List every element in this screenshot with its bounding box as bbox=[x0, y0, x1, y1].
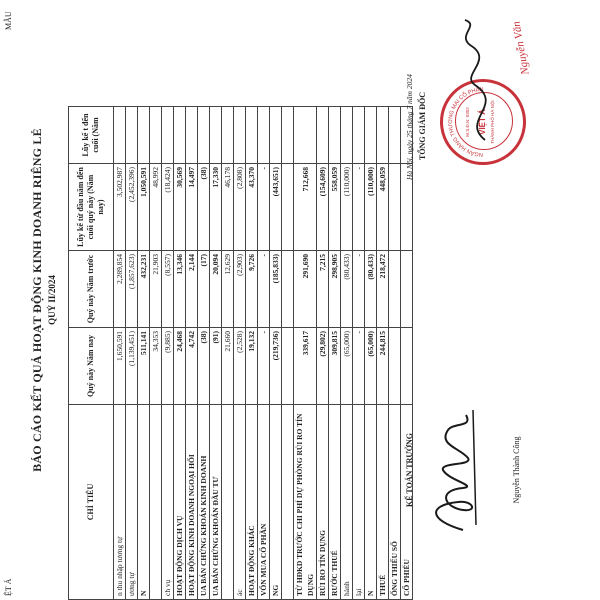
cell-q-this-year bbox=[282, 328, 294, 405]
row-label: ương tự bbox=[126, 405, 138, 600]
table-header-row bbox=[69, 107, 114, 600]
cell-ytd-last-year bbox=[246, 107, 258, 164]
row-label: UA BÁN CHỨNG KHOÁN KINH DOANH bbox=[198, 405, 210, 600]
row-label: RỦI RO TÍN DỤNG bbox=[317, 405, 329, 600]
table-row bbox=[126, 107, 138, 600]
cell-ytd-this-year: (2,808) bbox=[234, 164, 246, 251]
row-label: ỐNG THIỂU SỐ bbox=[389, 405, 401, 600]
table-row bbox=[377, 107, 389, 600]
cell-q-last-year: 9,726 bbox=[246, 251, 258, 328]
row-label: hành bbox=[341, 405, 353, 600]
cell-ytd-this-year: (2,452,396) bbox=[126, 164, 138, 251]
table-row bbox=[222, 107, 234, 600]
cell-q-last-year: (2,903) bbox=[234, 251, 246, 328]
row-label bbox=[222, 405, 234, 600]
cell-ytd-this-year: 712,668 bbox=[294, 164, 317, 251]
cell-q-this-year: 244,815 bbox=[377, 328, 389, 405]
table-row bbox=[138, 107, 150, 600]
cell-q-this-year: - bbox=[353, 328, 365, 405]
row-label: N bbox=[138, 405, 150, 600]
cell-ytd-last-year bbox=[150, 107, 162, 164]
accountant-block bbox=[405, 380, 414, 560]
cell-ytd-last-year bbox=[353, 107, 365, 164]
cell-ytd-last-year bbox=[365, 107, 377, 164]
cell-ytd-last-year bbox=[341, 107, 353, 164]
table-row bbox=[389, 107, 401, 600]
accountant-title: KẾ TOÁN TRƯỞNG bbox=[405, 433, 414, 507]
cell-q-last-year: (17) bbox=[198, 251, 210, 328]
cell-ytd-this-year: (110,000) bbox=[365, 164, 377, 251]
cell-q-this-year: 339,617 bbox=[294, 328, 317, 405]
cell-ytd-this-year: 3,502,987 bbox=[114, 164, 126, 251]
cell-ytd-this-year: 14,497 bbox=[186, 164, 198, 251]
cell-q-this-year: 1,650,591 bbox=[114, 328, 126, 405]
table-row bbox=[186, 107, 198, 600]
cell-q-last-year: 21,903 bbox=[150, 251, 162, 328]
col-header-ytd-this-year: Lũy kế từ đầu năm đến cuối quý này (Năm nay) bbox=[69, 164, 114, 251]
cell-ytd-this-year: (443,651) bbox=[270, 164, 282, 251]
cell-q-last-year bbox=[389, 251, 401, 328]
cell-q-this-year: (1,139,451) bbox=[126, 328, 138, 405]
cell-q-this-year: 4,742 bbox=[186, 328, 198, 405]
cell-ytd-last-year bbox=[186, 107, 198, 164]
row-label: N bbox=[365, 405, 377, 600]
cell-q-this-year: (65,000) bbox=[341, 328, 353, 405]
table-row bbox=[294, 107, 317, 600]
cell-q-last-year: 291,690 bbox=[294, 251, 317, 328]
cell-ytd-last-year bbox=[270, 107, 282, 164]
table-row bbox=[210, 107, 222, 600]
row-label: THUẾ bbox=[377, 405, 389, 600]
table-row bbox=[329, 107, 341, 600]
cell-q-this-year: (2,528) bbox=[234, 328, 246, 405]
cell-ytd-this-year bbox=[282, 164, 294, 251]
cell-ytd-this-year: 558,059 bbox=[329, 164, 341, 251]
row-label: lại bbox=[353, 405, 365, 600]
cell-q-last-year: - bbox=[353, 251, 365, 328]
cell-q-last-year: (8,557) bbox=[162, 251, 174, 328]
cell-q-this-year: (29,802) bbox=[317, 328, 329, 405]
cell-q-last-year bbox=[282, 251, 294, 328]
row-label: ác bbox=[234, 405, 246, 600]
row-label: HOẠT ĐỘNG KHÁC bbox=[246, 405, 258, 600]
row-label: HOẠT ĐỘNG DỊCH VỤ bbox=[174, 405, 186, 600]
cell-ytd-this-year: - bbox=[258, 164, 270, 251]
table-row bbox=[353, 107, 365, 600]
cell-ytd-this-year: 46,178 bbox=[222, 164, 234, 251]
table-row bbox=[317, 107, 329, 600]
col-header-q-this-year: Quý này Năm nay bbox=[69, 328, 114, 405]
cell-ytd-this-year: 48,992 bbox=[150, 164, 162, 251]
cell-q-this-year: 24,468 bbox=[174, 328, 186, 405]
seal-city: THÀNH PHỐ HÀ NỘI bbox=[490, 100, 495, 144]
row-label: UA BÁN CHỨNG KHOÁN ĐẦU TƯ bbox=[210, 405, 222, 600]
table-row bbox=[198, 107, 210, 600]
table-row bbox=[365, 107, 377, 600]
cell-ytd-last-year bbox=[389, 107, 401, 164]
accountant-name: Nguyễn Thành Công bbox=[512, 436, 521, 504]
cell-q-last-year: 7,215 bbox=[317, 251, 329, 328]
cell-q-last-year: 13,346 bbox=[174, 251, 186, 328]
cell-q-last-year: (1,857,623) bbox=[126, 251, 138, 328]
accountant-signature bbox=[418, 400, 488, 540]
table-row bbox=[258, 107, 270, 600]
cell-q-this-year: 19,132 bbox=[246, 328, 258, 405]
cell-q-last-year: (80,433) bbox=[341, 251, 353, 328]
table-row bbox=[174, 107, 186, 600]
director-signature-name: Nguyễn Văn bbox=[510, 20, 532, 76]
cell-ytd-last-year bbox=[114, 107, 126, 164]
cell-ytd-this-year: - bbox=[353, 164, 365, 251]
cell-q-this-year bbox=[389, 328, 401, 405]
cell-ytd-last-year bbox=[126, 107, 138, 164]
cell-ytd-this-year: 17,330 bbox=[210, 164, 222, 251]
cell-q-last-year: 20,094 bbox=[210, 251, 222, 328]
cell-ytd-this-year: (18,424) bbox=[162, 164, 174, 251]
cell-q-this-year: (91) bbox=[210, 328, 222, 405]
cell-q-last-year: - bbox=[258, 251, 270, 328]
cell-q-this-year: (65,000) bbox=[365, 328, 377, 405]
cell-q-last-year: 298,905 bbox=[329, 251, 341, 328]
cell-ytd-this-year: 1,050,591 bbox=[138, 164, 150, 251]
cell-q-this-year: 34,353 bbox=[150, 328, 162, 405]
table-row bbox=[234, 107, 246, 600]
director-title: TỔNG GIÁM ĐỐC bbox=[418, 92, 427, 160]
cell-ytd-last-year bbox=[258, 107, 270, 164]
table-row bbox=[114, 107, 126, 600]
cell-q-this-year: 511,141 bbox=[138, 328, 150, 405]
cell-ytd-this-year bbox=[389, 164, 401, 251]
cell-ytd-this-year: (110,000) bbox=[341, 164, 353, 251]
cell-q-this-year: (38) bbox=[198, 328, 210, 405]
col-header-indicator: CHỈ TIÊU bbox=[69, 405, 114, 600]
col-header-q-last-year: Quý này Năm trước bbox=[69, 251, 114, 328]
table-row bbox=[341, 107, 353, 600]
cell-ytd-last-year bbox=[234, 107, 246, 164]
row-label: RƯỚC THUẾ bbox=[329, 405, 341, 600]
cell-q-last-year: (80,433) bbox=[365, 251, 377, 328]
row-label: VỐN MUA CỔ PHẦN bbox=[258, 405, 270, 600]
cell-ytd-last-year bbox=[294, 107, 317, 164]
cell-q-last-year: 2,289,854 bbox=[114, 251, 126, 328]
cell-q-this-year: - bbox=[258, 328, 270, 405]
row-label: TỪ HĐKD TRƯỚC CHI PHÍ DỰ PHÒNG RỦI RO TÍN DỤNG bbox=[294, 405, 317, 600]
cell-q-this-year: (219,736) bbox=[270, 328, 282, 405]
seal-code: M.S.Đ.N: 0302 bbox=[465, 107, 470, 137]
row-label: ch vụ bbox=[162, 405, 174, 600]
cell-ytd-last-year bbox=[138, 107, 150, 164]
cell-ytd-last-year bbox=[210, 107, 222, 164]
cell-q-last-year: (185,833) bbox=[270, 251, 282, 328]
form-code-fragment: MẪU bbox=[4, 11, 13, 30]
cell-q-last-year: 432,231 bbox=[138, 251, 150, 328]
cell-ytd-this-year: (154,609) bbox=[317, 164, 329, 251]
row-label: CỔ PHIẾU bbox=[401, 405, 413, 600]
bank-name-fragment: ỆT Á bbox=[4, 578, 13, 596]
table-row bbox=[150, 107, 162, 600]
cell-q-this-year: 21,660 bbox=[222, 328, 234, 405]
cell-ytd-last-year bbox=[329, 107, 341, 164]
cell-ytd-last-year bbox=[222, 107, 234, 164]
cell-ytd-last-year bbox=[162, 107, 174, 164]
row-label: n thu nhập tương tự bbox=[114, 405, 126, 600]
seal-bank-name: VIỆT Á bbox=[478, 109, 487, 135]
cell-q-this-year: (9,885) bbox=[162, 328, 174, 405]
cell-ytd-this-year: 30,569 bbox=[174, 164, 186, 251]
seal-ring-text: NGÂN HÀNG THƯƠNG MẠI CỔ PHẦN bbox=[447, 86, 484, 158]
cell-q-last-year bbox=[401, 251, 413, 328]
row-label bbox=[150, 405, 162, 600]
cell-ytd-this-year: 448,059 bbox=[377, 164, 389, 251]
cell-ytd-last-year bbox=[377, 107, 389, 164]
place-date: Hà Nội, ngày 25 tháng 7 năm 2024 bbox=[405, 74, 414, 180]
cell-ytd-last-year bbox=[198, 107, 210, 164]
table-row bbox=[162, 107, 174, 600]
table-row bbox=[270, 107, 282, 600]
report-title: BÁO CÁO KẾT QUẢ HOẠT ĐỘNG KINH DOANH RIÊNG LẺ bbox=[30, 128, 44, 472]
row-label: NG bbox=[270, 405, 282, 600]
report-period: QUÝ II/2024 bbox=[47, 275, 57, 325]
cell-q-this-year: 309,815 bbox=[329, 328, 341, 405]
cell-q-last-year: 218,472 bbox=[377, 251, 389, 328]
cell-ytd-this-year: (38) bbox=[198, 164, 210, 251]
cell-q-last-year: 2,144 bbox=[186, 251, 198, 328]
col-header-ytd-last-year: Lũy kế t đến cuối (Năm bbox=[69, 107, 114, 164]
director-signature bbox=[445, 15, 515, 145]
table-row bbox=[282, 107, 294, 600]
table-row bbox=[246, 107, 258, 600]
row-label: HOẠT ĐỘNG KINH DOANH NGOẠI HỐI bbox=[186, 405, 198, 600]
cell-ytd-last-year bbox=[174, 107, 186, 164]
income-statement-table bbox=[68, 106, 413, 600]
cell-ytd-last-year bbox=[282, 107, 294, 164]
cell-ytd-last-year bbox=[317, 107, 329, 164]
cell-ytd-this-year: 43,370 bbox=[246, 164, 258, 251]
row-label bbox=[282, 405, 294, 600]
cell-q-last-year: 12,629 bbox=[222, 251, 234, 328]
